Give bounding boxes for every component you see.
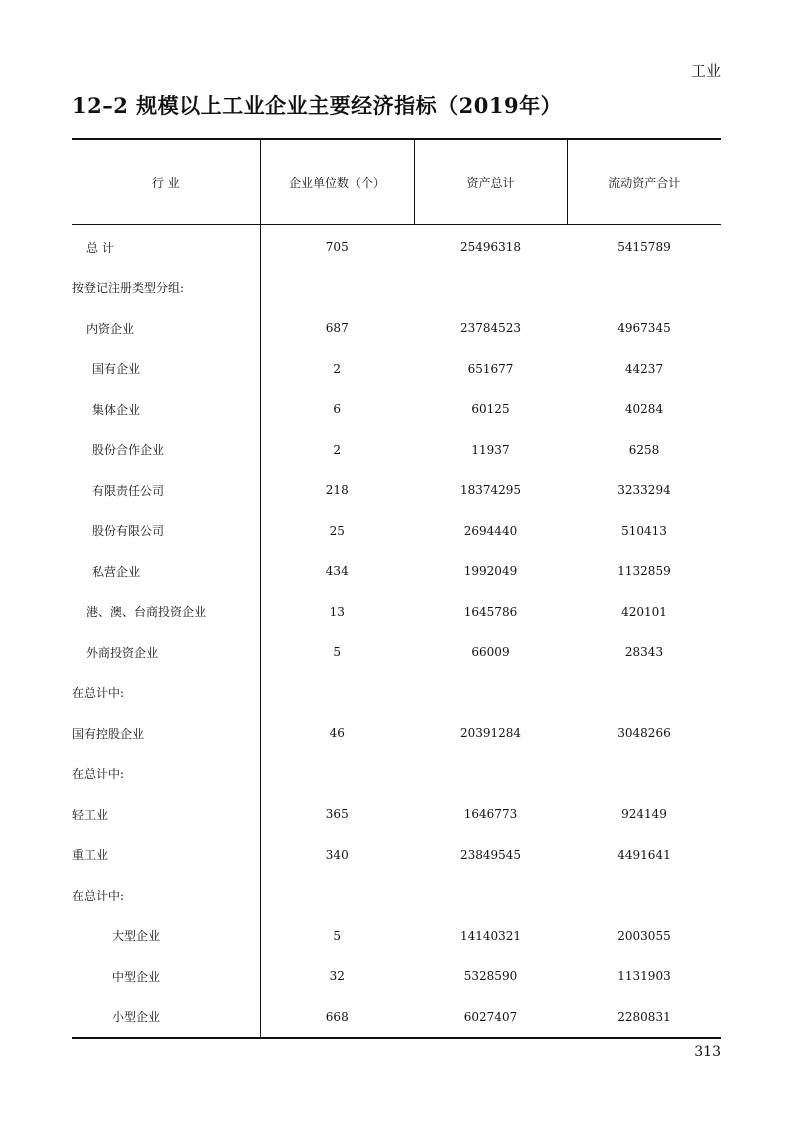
total-assets-cell: 5328590: [463, 969, 518, 984]
table-row: [72, 389, 721, 430]
units-cell: 46: [329, 726, 345, 741]
industry-label: 私营企业: [72, 551, 260, 592]
table-row: [72, 551, 721, 592]
table-row: [72, 268, 721, 309]
total-assets-cell: 23784523: [459, 321, 522, 336]
total-assets-cell: 6027407: [414, 997, 567, 1039]
total-assets-cell: 25496318: [459, 240, 522, 255]
industry-label: 小型企业: [72, 997, 260, 1039]
table-body: [72, 225, 721, 1039]
table-row: [72, 997, 721, 1039]
current-assets-cell: 44237: [624, 361, 664, 376]
table-row: [72, 875, 721, 916]
units-cell: 340: [325, 847, 349, 862]
page-title: 12–2 规模以上工业企业主要经济指标（2019年）: [72, 93, 563, 118]
current-assets-cell: [567, 754, 721, 795]
industry-label: 轻工业: [72, 794, 260, 835]
table-row: [72, 308, 721, 349]
table-row: [72, 794, 721, 835]
statistics-table: [72, 138, 721, 1039]
units-cell: 668: [260, 997, 414, 1039]
total-assets-cell: 1646773: [463, 807, 518, 822]
industry-label: 在总计中:: [72, 754, 260, 795]
total-assets-cell: 14140321: [459, 928, 522, 943]
current-assets-cell: 3048266: [617, 726, 671, 741]
header-current-assets: 流动资产合计: [567, 139, 721, 225]
units-cell: [260, 673, 414, 714]
table-row: [72, 754, 721, 795]
table-row: [72, 956, 721, 997]
table-header-row: [72, 139, 721, 225]
industry-label: 集体企业: [72, 389, 260, 430]
current-assets-cell: 40284: [624, 402, 664, 417]
total-assets-cell: 23849545: [459, 847, 522, 862]
header-total-assets: 资产总计: [414, 139, 567, 225]
industry-label: 港、澳、台商投资企业: [72, 592, 260, 633]
table-row: [72, 349, 721, 390]
units-cell: 365: [325, 807, 349, 822]
units-cell: 5: [333, 928, 342, 943]
current-assets-cell: 3233294: [617, 483, 671, 498]
section-label: 工业: [690, 62, 721, 80]
units-cell: 2: [333, 361, 342, 376]
current-assets-cell: 6258: [628, 442, 660, 457]
total-assets-cell: 18374295: [459, 483, 522, 498]
units-cell: 13: [329, 604, 345, 619]
current-assets-cell: 1132859: [617, 564, 671, 579]
current-assets-cell: [567, 268, 721, 309]
table-row: [72, 592, 721, 633]
industry-label: 在总计中:: [72, 673, 260, 714]
table-row: [72, 511, 721, 552]
units-cell: 434: [325, 564, 349, 579]
total-assets-cell: 60125: [471, 402, 510, 417]
table-row: [72, 470, 721, 511]
current-assets-cell: 4967345: [617, 321, 671, 336]
current-assets-cell: 2003055: [617, 928, 671, 943]
current-assets-cell: [567, 875, 721, 916]
current-assets-cell: [567, 673, 721, 714]
industry-label: 重工业: [72, 835, 260, 876]
current-assets-cell: 5415789: [617, 240, 671, 255]
industry-label: 外商投资企业: [72, 632, 260, 673]
total-assets-cell: [414, 875, 567, 916]
units-cell: 687: [325, 321, 349, 336]
table-row: [72, 673, 721, 714]
units-cell: [260, 875, 414, 916]
total-assets-cell: 11937: [471, 442, 510, 457]
current-assets-cell: 510413: [621, 523, 667, 538]
industry-label: 股份合作企业: [72, 430, 260, 471]
total-assets-cell: 2694440: [463, 523, 518, 538]
page-number: 313: [694, 1044, 721, 1060]
current-assets-cell: 924149: [621, 807, 667, 822]
table-row: [72, 835, 721, 876]
industry-label: 在总计中:: [72, 875, 260, 916]
current-assets-cell: 2280831: [567, 997, 721, 1039]
header-enterprise-units: 企业单位数（个）: [260, 139, 414, 225]
units-cell: 218: [325, 483, 349, 498]
total-assets-cell: 1645786: [463, 604, 518, 619]
current-assets-cell: 4491641: [617, 847, 671, 862]
table-row: [72, 632, 721, 673]
industry-label: 中型企业: [72, 956, 260, 997]
industry-label: 大型企业: [72, 916, 260, 957]
header-industry: 行 业: [72, 139, 260, 225]
units-cell: 5: [333, 645, 342, 660]
industry-label: 内资企业: [72, 308, 260, 349]
units-cell: 2: [333, 442, 342, 457]
units-cell: 705: [325, 240, 349, 255]
table-row: [72, 430, 721, 471]
industry-label: 按登记注册类型分组:: [72, 268, 260, 309]
industry-label: 总 计: [72, 225, 260, 268]
total-assets-cell: 1992049: [463, 564, 518, 579]
units-cell: 32: [329, 969, 345, 984]
current-assets-cell: 420101: [621, 604, 667, 619]
total-assets-cell: 66009: [471, 645, 510, 660]
units-cell: 25: [329, 523, 345, 538]
total-assets-cell: [414, 268, 567, 309]
total-assets-cell: [414, 754, 567, 795]
total-assets-cell: 651677: [467, 361, 514, 376]
industry-label: 有限责任公司: [72, 470, 260, 511]
units-cell: 6: [333, 402, 342, 417]
table-row: [72, 713, 721, 754]
industry-label: 国有企业: [72, 349, 260, 390]
table-row: [72, 225, 721, 268]
industry-label: 股份有限公司: [72, 511, 260, 552]
industry-label: 国有控股企业: [72, 713, 260, 754]
units-cell: [260, 268, 414, 309]
table-row: [72, 916, 721, 957]
total-assets-cell: 20391284: [459, 726, 522, 741]
units-cell: [260, 754, 414, 795]
current-assets-cell: 1131903: [617, 969, 671, 984]
total-assets-cell: [414, 673, 567, 714]
current-assets-cell: 28343: [624, 645, 664, 660]
